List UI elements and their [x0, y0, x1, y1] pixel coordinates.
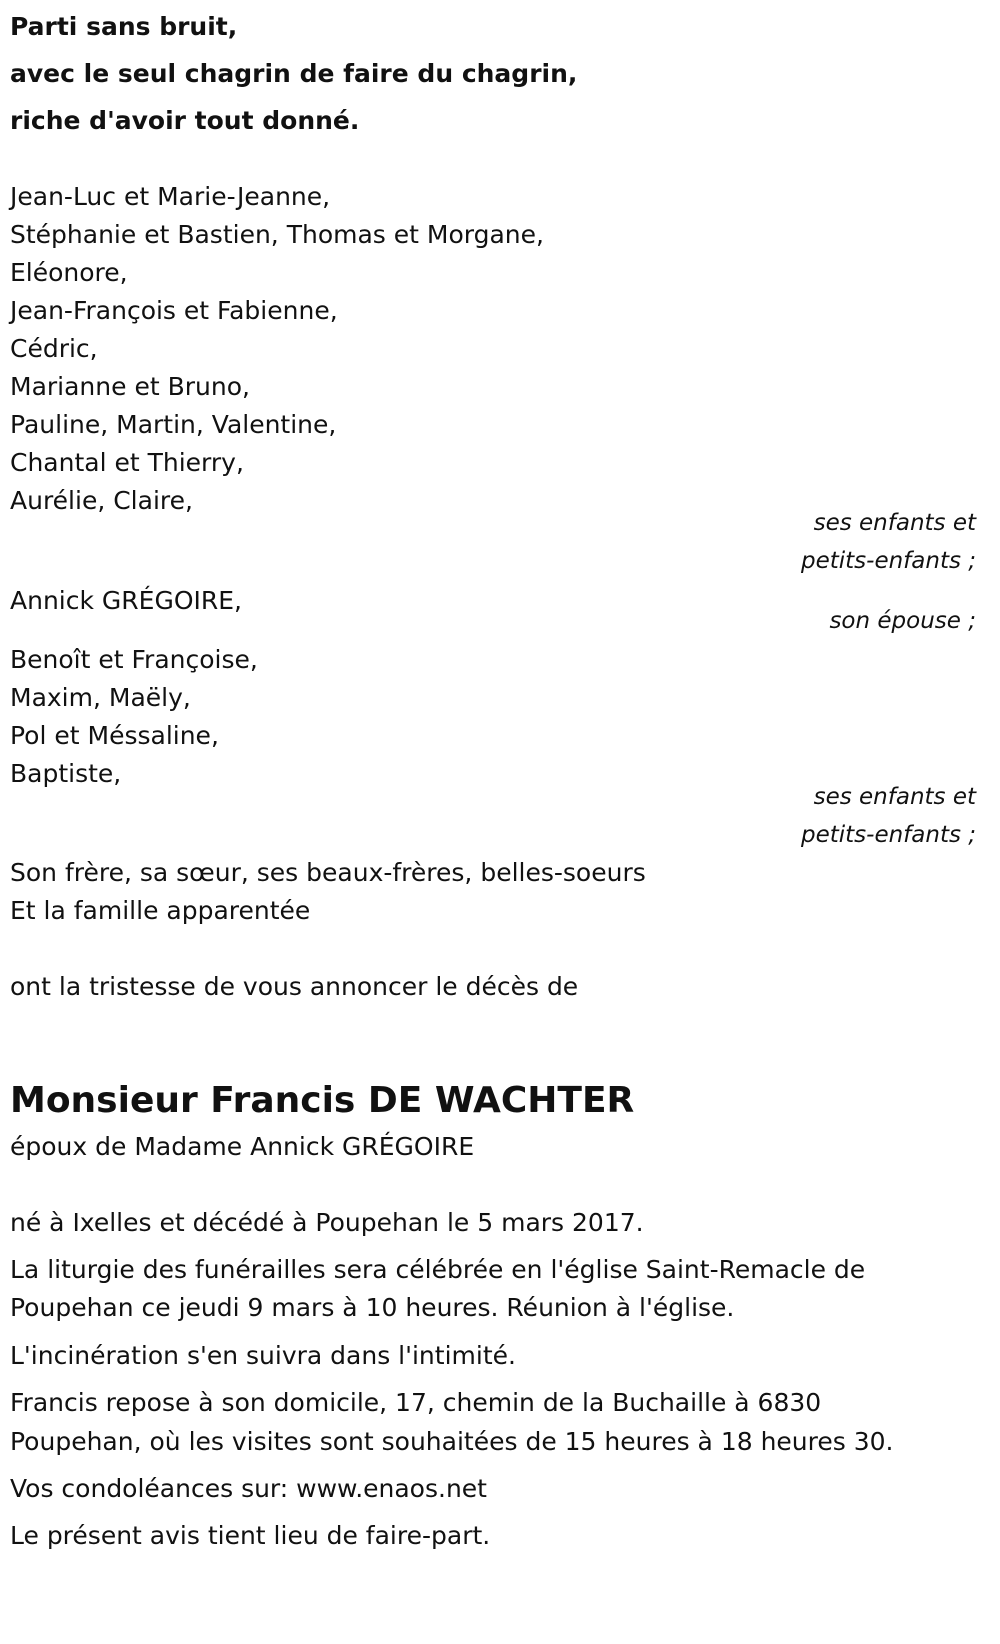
family-group-1-line-8: Chantal et Thierry, [10, 448, 244, 477]
details-line-8: Le présent avis tient lieu de faire-part. [10, 1521, 491, 1550]
details-line-7: Vos condoléances sur: www.enaos.net [10, 1474, 487, 1503]
announcement-intro: ont la tristesse de vous annoncer le décès de [10, 972, 579, 1001]
details-line-4: L'incinération s'en suivra dans l'intimité. [10, 1341, 516, 1370]
epitaph-line-2: avec le seul chagrin de faire du chagrin, [10, 59, 578, 88]
family-group-1-line-1: Jean-Luc et Marie-Jeanne, [10, 182, 331, 211]
family-group-2-role-line-1: ses enfants et [813, 784, 976, 810]
spouse-reference: époux de Madame Annick GRÉGOIRE [10, 1132, 475, 1161]
details-line-2: La liturgie des funérailles sera célébrée en l'église Saint-Remacle de [10, 1255, 866, 1284]
extended-family-line-1: Son frère, sa sœur, ses beaux-frères, belles-soeurs [10, 858, 646, 887]
details-line-3: Poupehan ce jeudi 9 mars à 10 heures. Réunion à l'église. [10, 1293, 735, 1322]
epitaph-line-3: riche d'avoir tout donné. [10, 106, 360, 135]
spouse-line: Annick GRÉGOIRE, [10, 586, 242, 615]
family-group-1-line-5: Cédric, [10, 334, 98, 363]
family-group-1-line-7: Pauline, Martin, Valentine, [10, 410, 337, 439]
details-line-5: Francis repose à son domicile, 17, chemin de la Buchaille à 6830 [10, 1388, 822, 1417]
epitaph-line-1: Parti sans bruit, [10, 12, 238, 41]
details-line-6: Poupehan, où les visites sont souhaitées de 15 heures à 18 heures 30. [10, 1427, 894, 1456]
family-group-2-line-4: Baptiste, [10, 759, 122, 788]
family-group-1-line-9: Aurélie, Claire, [10, 486, 193, 515]
spouse-role [716, 602, 976, 640]
family-group-2-line-2: Maxim, Maëly, [10, 683, 191, 712]
family-group-1-line-2: Stéphanie et Bastien, Thomas et Morgane, [10, 220, 544, 249]
family-group-1-line-4: Jean-François et Fabienne, [10, 296, 338, 325]
family-group-1-role-line-1: ses enfants et [813, 510, 976, 536]
family-group-2-role-line-2: petits-enfants ; [800, 822, 976, 848]
family-group-2-line-1: Benoît et Françoise, [10, 645, 258, 674]
family-group-2-role [716, 778, 976, 854]
spouse-role-text: son épouse ; [829, 608, 976, 634]
family-group-1-role-line-2: petits-enfants ; [800, 548, 976, 574]
family-group-2-line-3: Pol et Méssaline, [10, 721, 219, 750]
family-group-1-line-3: Eléonore, [10, 258, 128, 287]
deceased-name: Monsieur Francis DE WACHTER [10, 1080, 635, 1121]
extended-family-line-2: Et la famille apparentée [10, 896, 311, 925]
details-line-1: né à Ixelles et décédé à Poupehan le 5 mars 2017. [10, 1208, 644, 1237]
family-group-1-role [716, 504, 976, 580]
family-group-1-line-6: Marianne et Bruno, [10, 372, 250, 401]
